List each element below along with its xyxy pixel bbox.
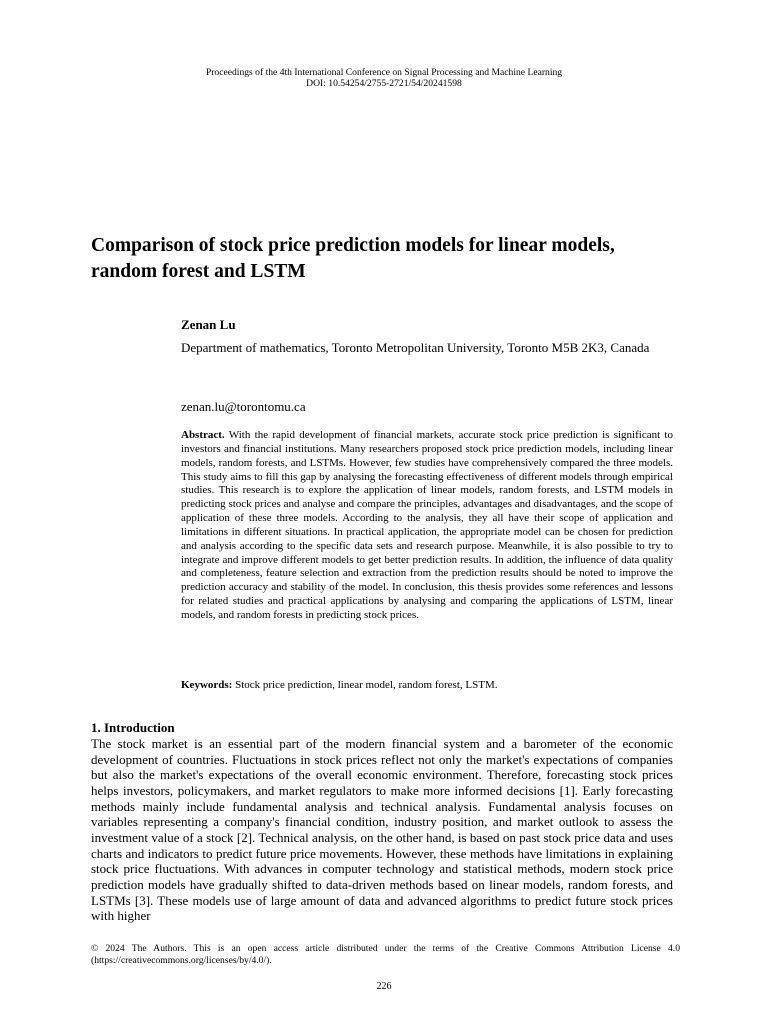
license-footnote: © 2024 The Authors. This is an open access article distributed under the terms of the Creative Commons Attribution License 4.0 (https://creativecommons.org/licenses/by/4.0/). bbox=[91, 943, 680, 966]
abstract bbox=[181, 429, 673, 623]
keywords-text: Stock price prediction, linear model, random forest, LSTM. bbox=[235, 679, 498, 691]
paper-title: Comparison of stock price prediction models for linear models, random forest and LSTM bbox=[91, 235, 615, 282]
abstract-label: Abstract. bbox=[181, 429, 225, 441]
introduction-paragraph: The stock market is an essential part of the modern financial system and a barometer of the economic development of countries. Fluctuations in stock prices reflect not only the market's expectations of companies but also the market's expectations of the overall economic environment. Therefore, forecasting stock prices helps investors, policymakers, and market regulators to make more informed decisions [1]. Early forecasting methods mainly include fundamental analysis and technical analysis. Fundamental analysis focuses on variables representing a company's financial condition, industry position, and market outlook to assess the investment value of a stock [2]. Technical analysis, on the other hand, is based on past stock price data and uses charts and indicators to predict future price movements. However, these methods have limitations in explaining stock price fluctuations. With advances in computer technology and statistical methods, modern stock price prediction models have gradually shifted to data-driven methods based on linear models, random forests, and LSTMs [3]. These models use of large amount of data and advanced algorithms to predict future stock prices with higher bbox=[91, 736, 673, 924]
proceedings-line: Proceedings of the 4th International Conference on Signal Processing and Machine Learning bbox=[205, 67, 563, 78]
doi-line: DOI: 10.54254/2755-2721/54/20241598 bbox=[306, 78, 462, 89]
author-email: zenan.lu@torontomu.ca bbox=[181, 399, 306, 414]
author-name: Zenan Lu bbox=[181, 317, 236, 332]
author-affiliation: Department of mathematics, Toronto Metropolitan University, Toronto M5B 2K3, Canada bbox=[181, 340, 650, 355]
keywords-label: Keywords: bbox=[181, 679, 233, 691]
abstract-text: With the rapid development of financial markets, accurate stock price prediction is significant to investors and financial institutions. Many researchers proposed stock price prediction models, including linear models, random forests, and LSTMs. However, few studies have comprehensively compared the three models. This study aims to fill this gap by analysing the forecasting effectiveness of different models through empirical studies. This research is to explore the application of linear models, random forests, and LSTM models in predicting stock prices and analyse and compare the principles, advantages and disadvantages, and the scope of application of these three models. According to the analysis, they all have their scope of application and limitations in different situations. In practical application, the appropriate model can be chosen for prediction and analysis according to the specific data sets and research purpose. Meanwhile, it is also possible to try to integrate and improve different models to get better prediction results. In addition, the influence of data quality and completeness, feature selection and extraction from the prediction results should be noted to improve the prediction accuracy and stability of the model. In conclusion, this thesis provides some references and lessons for related studies and practical applications by analysing and comparing the applications of LSTM, linear models, and random forests in predicting stock prices. bbox=[181, 429, 673, 621]
section-heading-introduction: 1. Introduction bbox=[91, 720, 175, 735]
keywords bbox=[181, 679, 497, 691]
running-header bbox=[0, 67, 768, 89]
page-number: 226 bbox=[376, 981, 392, 992]
